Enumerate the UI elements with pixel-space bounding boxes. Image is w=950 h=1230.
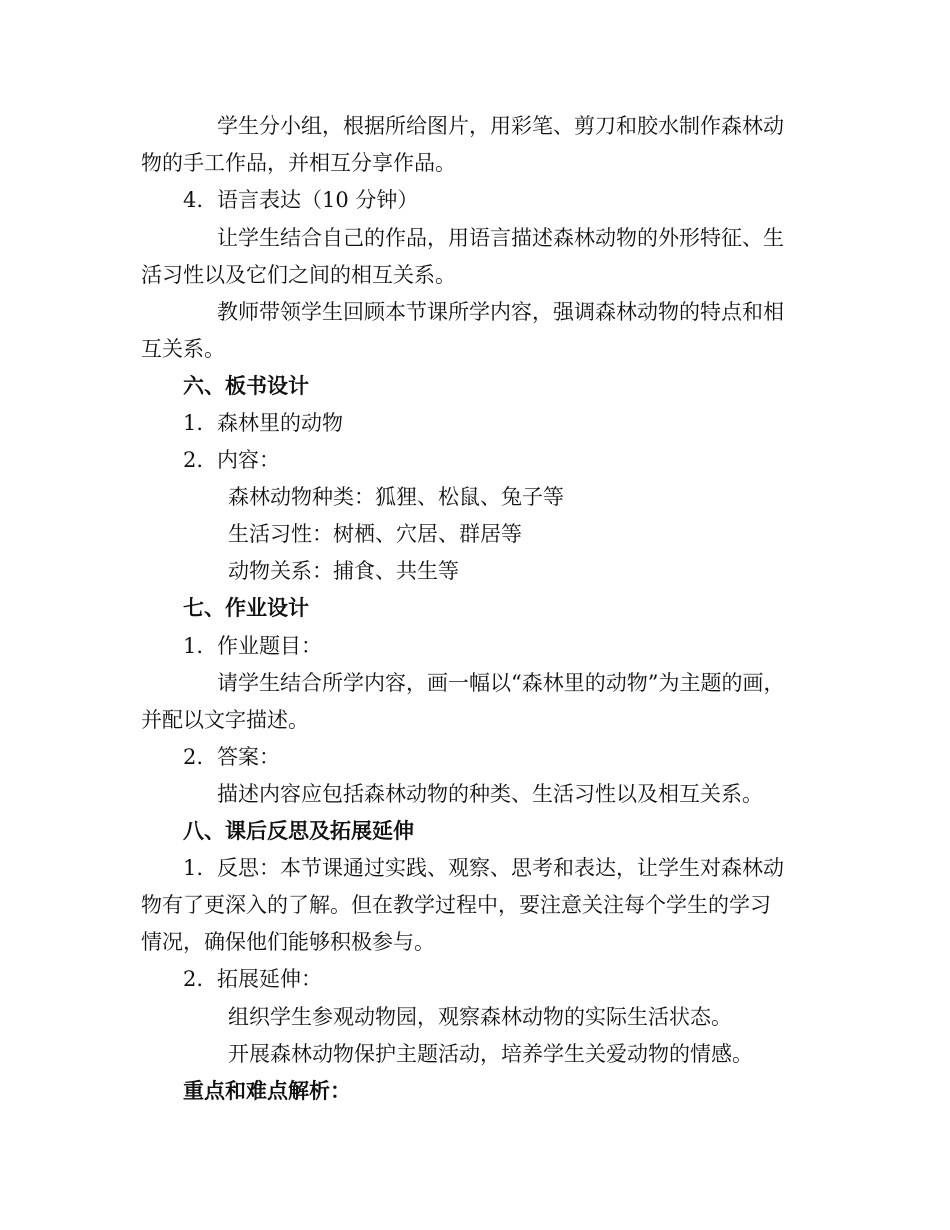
paragraph-line: 活习性以及它们之间的相互关系。 — [141, 263, 456, 287]
paragraph-line: 学生分小组，根据所给图片，用彩笔、剪刀和胶水制作森林动 — [217, 114, 784, 138]
content-line: 动物关系：捕食、共生等 — [228, 559, 459, 583]
list-number: 2. — [183, 967, 204, 991]
paragraph-line: 物的手工作品，并相互分享作品。 — [141, 151, 456, 175]
list-item — [183, 632, 322, 660]
content-line: 森林动物种类：狐狸、松鼠、兔子等 — [228, 485, 564, 509]
list-number: 1. — [183, 634, 204, 658]
list-item — [183, 186, 418, 214]
list-text: 语言表达（10 分钟） — [217, 188, 419, 212]
paragraph-line: 物有了更深入的了解。但在教学过程中，要注意关注每个学生的学习 — [141, 893, 771, 917]
list-item — [183, 409, 343, 437]
list-text: 反思：本节课通过实践、观察、思考和表达，让学生对森林动 — [217, 856, 784, 880]
content-line: 组织学生参观动物园，观察森林动物的实际生活状态。 — [228, 1005, 732, 1029]
list-text: 答案： — [217, 745, 280, 769]
paragraph-line: 教师带领学生回顾本节课所学内容，强调森林动物的特点和相 — [217, 300, 784, 324]
list-number: 2. — [183, 745, 204, 769]
list-text: 内容： — [217, 448, 280, 472]
paragraph-line: 并配以文字描述。 — [141, 708, 309, 732]
list-text: 作业题目： — [217, 634, 322, 658]
content-line: 开展森林动物保护主题活动，培养学生关爱动物的情感。 — [228, 1042, 753, 1066]
paragraph-line: 让学生结合自己的作品，用语言描述森林动物的外形特征、生 — [217, 226, 784, 250]
list-item — [183, 446, 280, 474]
list-number: 2. — [183, 448, 204, 472]
paragraph-line: 互关系。 — [141, 337, 225, 361]
list-number: 4. — [183, 188, 204, 212]
section-heading: 重点和难点解析： — [183, 1079, 351, 1103]
list-number: 1. — [183, 856, 204, 880]
list-text: 森林里的动物 — [217, 411, 343, 435]
content-line: 生活习性：树栖、穴居、群居等 — [228, 522, 522, 546]
list-number: 1. — [183, 411, 204, 435]
section-heading: 六、板书设计 — [183, 374, 309, 398]
paragraph-line: 描述内容应包括森林动物的种类、生活习性以及相互关系。 — [217, 782, 763, 806]
section-heading: 七、作业设计 — [183, 596, 309, 620]
list-item — [183, 965, 322, 993]
section-heading: 八、课后反思及拓展延伸 — [183, 819, 414, 843]
paragraph-line: 请学生结合所学内容，画一幅以“森林里的动物”为主题的画， — [217, 671, 785, 695]
list-item — [183, 854, 784, 882]
list-item — [183, 743, 280, 771]
paragraph-line: 情况，确保他们能够积极参与。 — [141, 930, 435, 954]
list-text: 拓展延伸： — [217, 967, 322, 991]
